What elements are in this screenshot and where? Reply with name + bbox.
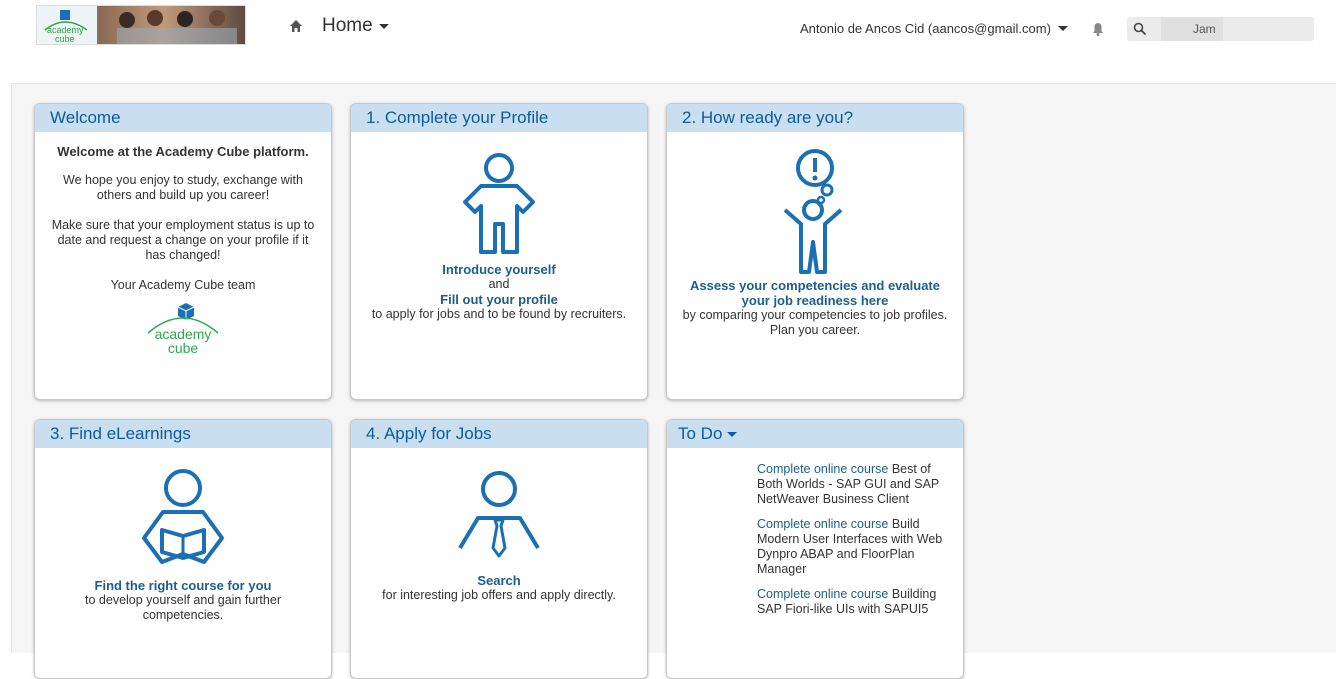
welcome-heading: Welcome at the Academy Cube platform. <box>57 144 309 159</box>
tile-header <box>35 420 331 448</box>
tile-find-elearnings[interactable] <box>34 419 332 679</box>
person-tshirt-icon <box>351 132 647 262</box>
todo-item-text: Build Modern User Interfaces with Web Dynpro ABAP and FloorPlan Manager <box>757 517 943 576</box>
top-bar <box>0 0 1344 56</box>
ready-description: by comparing your competencies to job profiles. Plan you career. <box>682 308 948 337</box>
tile-title: Welcome <box>50 108 121 127</box>
tile-how-ready[interactable] <box>666 103 964 400</box>
home-menu-label: Home <box>322 15 373 36</box>
chevron-down-icon <box>1058 26 1068 31</box>
search-box <box>1127 17 1314 41</box>
tile-title: 1. Complete your Profile <box>366 108 549 127</box>
find-course-link[interactable]: Find the right course for you <box>94 578 272 593</box>
todo-item-link[interactable]: Complete online course <box>757 462 889 476</box>
search-input[interactable] <box>1161 17 1314 41</box>
welcome-signature: Your Academy Cube team <box>110 278 256 292</box>
todo-item-text: Building SAP Fiori-like UIs with SAPUI5 <box>757 587 937 616</box>
tile-welcome[interactable] <box>34 103 332 400</box>
chevron-down-icon <box>727 432 737 437</box>
tile-header <box>351 104 647 132</box>
logo-word-2: cube <box>55 34 75 44</box>
person-reading-book-icon <box>35 448 331 578</box>
academy-cube-banner-logo[interactable] <box>36 5 246 45</box>
and-text: and <box>488 277 510 291</box>
welcome-paragraph-1: We hope you enjoy to study, exchange with others and build up you career! <box>63 173 303 202</box>
tile-apply-jobs[interactable] <box>350 419 648 679</box>
main-content <box>11 83 1336 653</box>
user-name-label: Antonio de Ancos Cid (aancos@gmail.com) <box>800 21 1051 36</box>
thinking-person-icon <box>667 132 963 278</box>
todo-item[interactable] <box>667 462 963 507</box>
tile-header[interactable] <box>667 420 963 448</box>
tile-header <box>351 420 647 448</box>
todo-item-link[interactable]: Complete online course <box>757 587 889 601</box>
logo-word-1: academy <box>154 326 212 342</box>
chevron-down-icon <box>379 24 389 29</box>
tile-todo[interactable] <box>666 419 964 679</box>
tile-header <box>35 104 331 132</box>
tile-title: 3. Find eLearnings <box>50 424 191 443</box>
user-menu[interactable] <box>800 21 1068 36</box>
assess-competencies-link[interactable]: Assess your competencies and evaluate your job readiness here <box>689 278 940 308</box>
academy-cube-logo <box>47 301 319 357</box>
welcome-paragraph-2: Make sure that your employment status is up to date and request a change on your profile if it has changed! <box>51 218 315 262</box>
profile-description: to apply for jobs and to be found by recruiters. <box>371 307 627 321</box>
todo-item[interactable] <box>667 517 963 577</box>
introduce-yourself-link[interactable]: Introduce yourself <box>442 262 556 277</box>
jobs-description: for interesting job offers and apply directly. <box>382 588 616 602</box>
logo-word-2: cube <box>167 340 199 356</box>
elearn-description: to develop yourself and gain further competencies. <box>85 593 281 622</box>
tile-header <box>667 104 963 132</box>
tile-title: 4. Apply for Jobs <box>366 424 492 443</box>
fill-out-profile-link[interactable]: Fill out your profile <box>440 292 558 307</box>
logo-word-1: academy <box>47 25 84 35</box>
todo-item-link[interactable]: Complete online course <box>757 517 889 531</box>
search-icon[interactable] <box>1133 22 1147 36</box>
tile-title: To Do <box>678 424 723 443</box>
search-jobs-link[interactable]: Search <box>477 573 521 588</box>
tile-title: 2. How ready are you? <box>682 108 854 127</box>
bell-icon[interactable] <box>1090 21 1106 37</box>
person-tie-icon <box>351 448 647 573</box>
todo-item-text: Best of Both Worlds - SAP GUI and SAP NetWeaver Business Client <box>757 462 940 506</box>
tile-complete-profile[interactable] <box>350 103 648 400</box>
home-icon[interactable] <box>288 18 304 34</box>
home-menu[interactable] <box>322 15 389 37</box>
todo-item[interactable] <box>667 587 963 617</box>
